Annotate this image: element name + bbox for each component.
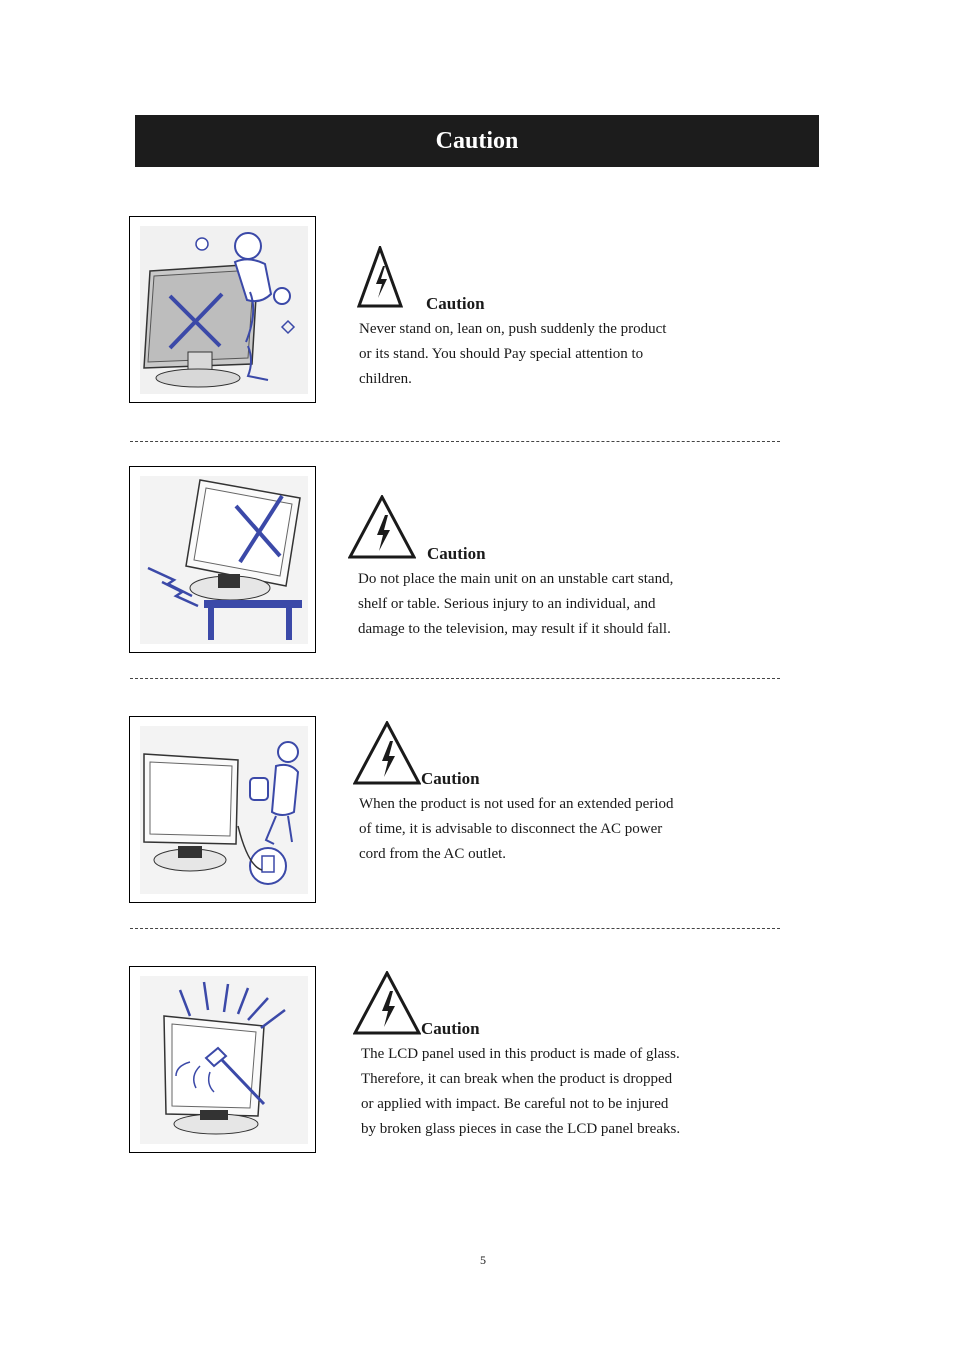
- person-pushing-monitor-icon: [129, 216, 316, 403]
- monitor-broken-glass-icon: [129, 966, 316, 1153]
- caution-text-line: by broken glass pieces in case the LCD panel breaks.: [361, 1121, 681, 1137]
- caution-section-1: [0, 216, 954, 406]
- caution-text-line: When the product is not used for an extended period: [359, 796, 674, 812]
- caution-section-2: [0, 466, 954, 656]
- caution-text-line: or applied with impact. Be careful not to be injured: [361, 1096, 669, 1112]
- page-header: [135, 115, 819, 167]
- caution-section-3: [0, 716, 954, 906]
- caution-title: Caution: [426, 294, 485, 313]
- caution-title: Caution: [421, 1019, 480, 1038]
- high-voltage-warning-icon: [353, 721, 421, 785]
- caution-text-line: damage to the television, may result if it should fall.: [358, 621, 671, 637]
- monitor-on-unstable-table-icon: [129, 466, 316, 653]
- monitor-unplug-power-icon: [129, 716, 316, 903]
- caution-text-line: Therefore, it can break when the product is dropped: [361, 1071, 673, 1087]
- high-voltage-warning-icon: [353, 971, 421, 1035]
- caution-title: Caution: [427, 544, 486, 563]
- high-voltage-warning-icon: [348, 495, 416, 559]
- caution-text-line: of time, it is advisable to disconnect the AC power: [359, 821, 663, 837]
- caution-text-line: or its stand. You should Pay special attention to: [359, 346, 644, 362]
- page-title: Caution: [435, 127, 519, 154]
- caution-text-line: children.: [359, 371, 412, 387]
- caution-title: Caution: [421, 769, 480, 788]
- caution-text-line: cord from the AC outlet.: [359, 846, 507, 862]
- page-number: 5: [480, 1253, 486, 1267]
- section-divider: [130, 678, 780, 679]
- caution-section-4: [0, 966, 954, 1156]
- caution-text-line: Never stand on, lean on, push suddenly the product: [359, 321, 667, 337]
- section-divider: [130, 928, 780, 929]
- caution-text-line: The LCD panel used in this product is made of glass.: [361, 1046, 680, 1062]
- caution-text-line: Do not place the main unit on an unstable cart stand,: [358, 571, 674, 587]
- section-divider: [130, 441, 780, 442]
- high-voltage-warning-icon: [357, 246, 403, 308]
- caution-text-line: shelf or table. Serious injury to an individual, and: [358, 596, 656, 612]
